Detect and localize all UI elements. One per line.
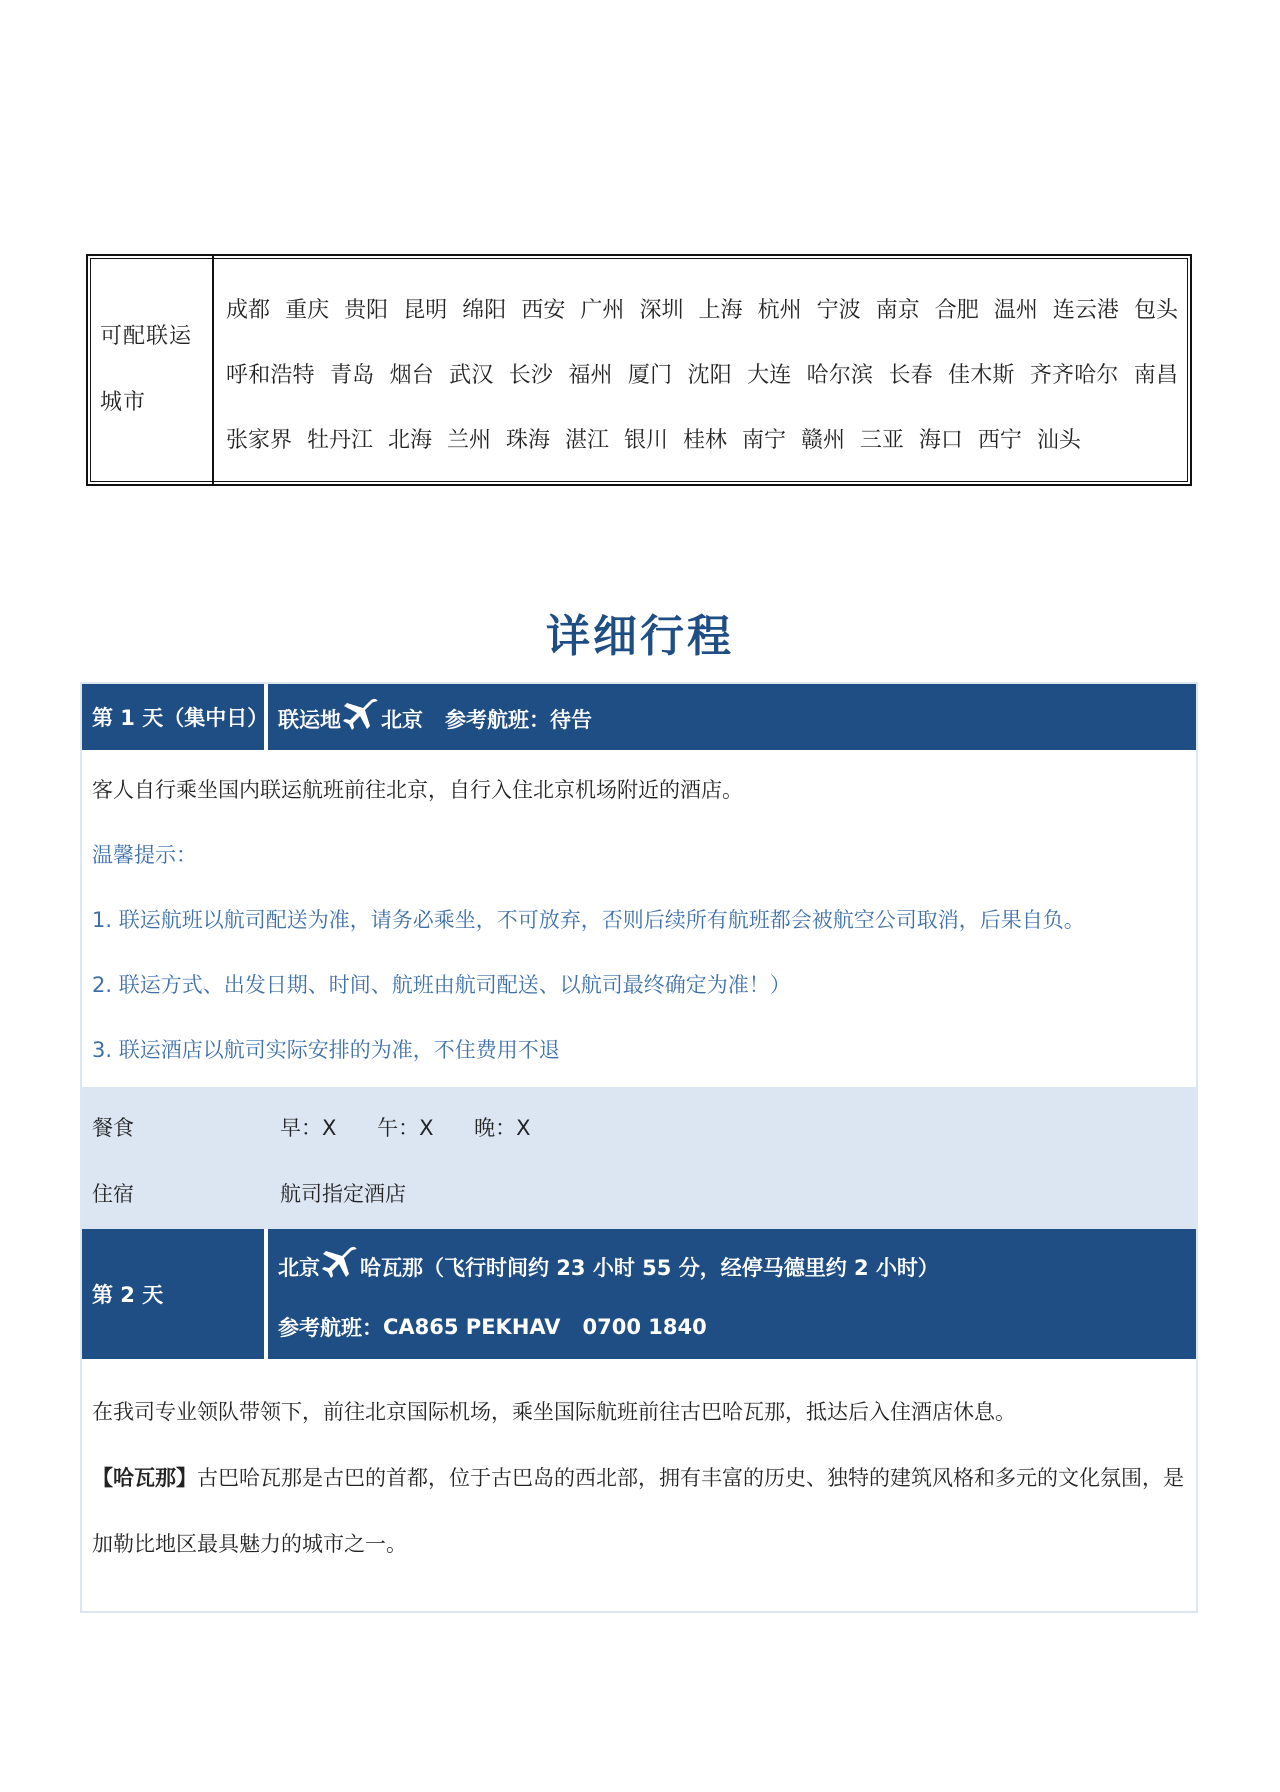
tips-title: 温馨提示：	[92, 843, 197, 867]
cities-label-line2: 城市	[100, 390, 147, 415]
day2-body	[82, 1359, 1196, 1611]
airplane-icon	[341, 696, 381, 736]
meals-row	[92, 1095, 1186, 1161]
page-title: 详细行程	[546, 611, 734, 662]
highlight-name: 【哈瓦那】	[92, 1466, 197, 1490]
day1-to: 北京	[381, 708, 423, 732]
hotel-row	[92, 1161, 1186, 1227]
cities-label-line1: 可配联运	[100, 324, 193, 349]
cities-list: 成都 重庆 贵阳 昆明 绵阳 西安 广州 深圳 上海 杭州 宁波 南京 合肥 温州 连云港 包头 呼和浩特 青岛 烟台 武汉 长沙 福州 厦门 沈阳 大连 哈尔滨 长春 佳木斯 齐齐哈尔 南昌 张家界 牡丹江 北海 兰州 珠海 湛江 银川 桂林 南宁 赣州 三亚 海口 西宁 汕头	[226, 298, 1178, 453]
day2-flight-time: 0700 1840	[582, 1315, 707, 1339]
day2-flight-line	[278, 1307, 1196, 1347]
breakfast-value: 早：X	[280, 1116, 337, 1140]
day2-flight-no: CA865 PEKHAV	[383, 1315, 561, 1339]
day2-route	[268, 1229, 1196, 1359]
tip-item: 3. 联运酒店以航司实际安排的为准，不住费用不退	[92, 1038, 560, 1062]
day2-header	[82, 1229, 1196, 1359]
day2-to: 哈瓦那（飞行时间约 23 小时 55 分，经停马德里约 2 小时）	[360, 1256, 939, 1280]
lunch-value: 午：X	[377, 1116, 434, 1140]
tip-item: 2. 联运方式、出发日期、时间、航班由航司配送、以航司最终确定为准！）	[92, 973, 791, 997]
day2-flight-ref-label: 参考航班：	[278, 1316, 383, 1340]
day1-route	[268, 684, 1196, 750]
day1-from: 联运地	[278, 708, 341, 732]
hotel-label: 住宿	[92, 1182, 134, 1206]
day2-route-line	[278, 1247, 1196, 1287]
day2-description: 在我司专业领队带领下，前往北京国际机场，乘坐国际航班前往古巴哈瓦那，抵达后入住酒店休息。	[92, 1400, 1016, 1424]
day1-description: 客人自行乘坐国内联运航班前往北京，自行入住北京机场附近的酒店。	[92, 778, 743, 802]
day1-meta	[82, 1087, 1196, 1229]
day2-from: 北京	[278, 1256, 320, 1280]
day1-flight-ref: 参考航班：待告	[445, 708, 592, 732]
meals-label: 餐食	[92, 1116, 134, 1140]
cities-label	[88, 256, 214, 484]
cities-table	[86, 254, 1192, 486]
airplane-icon	[320, 1244, 360, 1284]
day1-header	[82, 684, 1196, 750]
highlight-text: 古巴哈瓦那是古巴的首都，位于古巴岛的西北部，拥有丰富的历史、独特的建筑风格和多元的文化氛围，是加勒比地区最具魅力的城市之一。	[92, 1466, 1184, 1556]
tip-item: 1. 联运航班以航司配送为准，请务必乘坐，不可放弃，否则后续所有航班都会被航空公司取消，后果自负。	[92, 908, 1085, 932]
dinner-value: 晚：X	[474, 1116, 531, 1140]
meals-values	[280, 1095, 565, 1161]
itinerary-table	[80, 682, 1198, 1613]
day2-label: 第 2 天	[82, 1229, 268, 1359]
day1-body	[82, 750, 1196, 1087]
day2-highlight	[92, 1445, 1186, 1577]
hotel-value: 航司指定酒店	[280, 1182, 406, 1206]
day1-label: 第 1 天（集中日）	[82, 684, 268, 750]
